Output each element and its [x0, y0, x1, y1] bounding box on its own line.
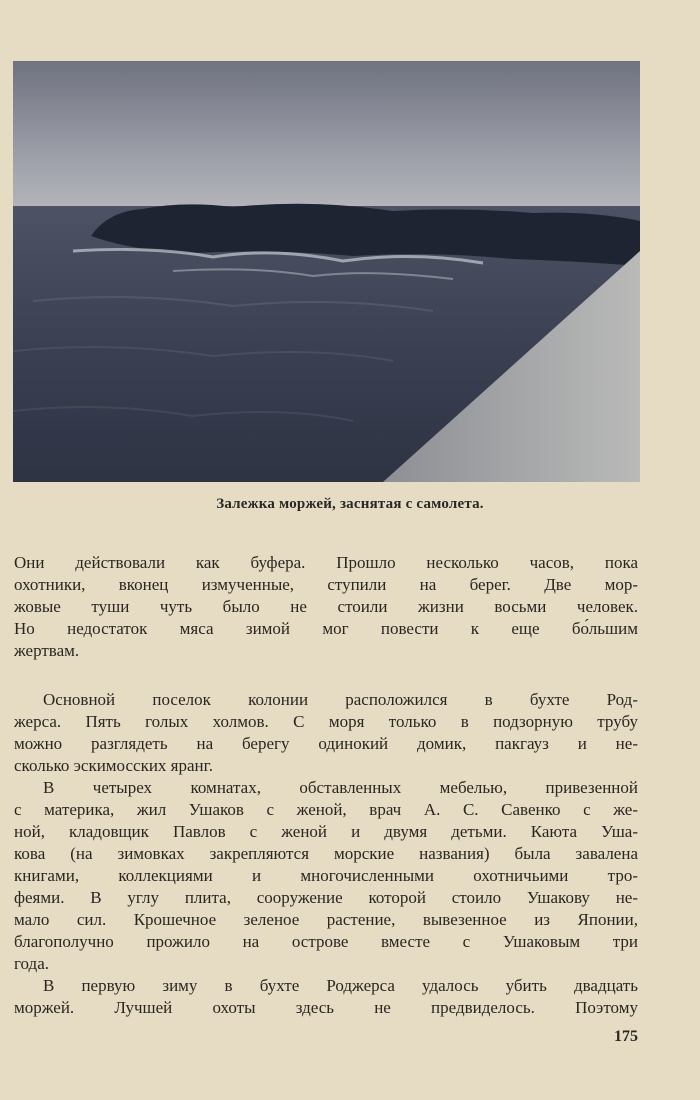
paragraph-4	[14, 975, 638, 1019]
text-line: года.	[14, 954, 50, 973]
walrus-rookery-photo	[13, 61, 640, 482]
text-line: В четырех комнатах, обставленных мебелью, привезенной	[43, 778, 638, 797]
text-line: моржей. Лучшей охоты здесь не предвиделось. Поэтому	[14, 998, 638, 1017]
text-line: благополучно прожило на острове вместе с Ушаковым три	[14, 932, 638, 951]
text-line: Основной поселок колонии расположился в бухте Род-	[43, 690, 638, 709]
body-text	[14, 552, 638, 1019]
text-line: с материка, жил Ушаков с женой, врач А. С. Савенко с же-	[14, 800, 638, 819]
text-line: жовые туши чуть было не стоили жизни восьми человек.	[14, 597, 638, 616]
page-number: 175	[614, 1028, 638, 1045]
photo-image	[13, 61, 640, 482]
text-line: В первую зиму в бухте Роджерса удалось убить двадцать	[43, 976, 638, 995]
text-line: охотники, вконец измученные, ступили на берег. Две мор-	[14, 575, 638, 594]
text-line: кова (на зимовках закрепляются морские названия) была завалена	[14, 844, 638, 863]
photo-caption: Залежка моржей, заснятая с самолета.	[216, 496, 484, 512]
text-line: ной, кладовщик Павлов с женой и двумя детьми. Каюта Уша-	[14, 822, 638, 841]
text-line: жертвам.	[14, 641, 80, 660]
text-line: мало сил. Крошечное зеленое растение, вывезенное из Японии,	[14, 910, 638, 929]
paragraph-3	[14, 777, 638, 975]
text-line: сколько эскимосских яранг.	[14, 756, 213, 775]
paragraph-2	[14, 689, 638, 777]
text-line: можно разглядеть на берегу одинокий домик, пакгауз и не-	[14, 734, 638, 753]
text-line: книгами, коллекциями и многочисленными охотничьими тро-	[14, 866, 638, 885]
paragraph-1	[14, 552, 638, 662]
text-line: Но недостаток мяса зимой мог повести к еще бо́льшим	[14, 619, 638, 638]
text-line: феями. В углу плита, сооружение которой стоило Ушакову не-	[14, 888, 638, 907]
text-line: жерса. Пять голых холмов. С моря только в подзорную трубу	[14, 712, 638, 731]
text-line: Они действовали как буфера. Прошло несколько часов, пока	[14, 553, 638, 572]
